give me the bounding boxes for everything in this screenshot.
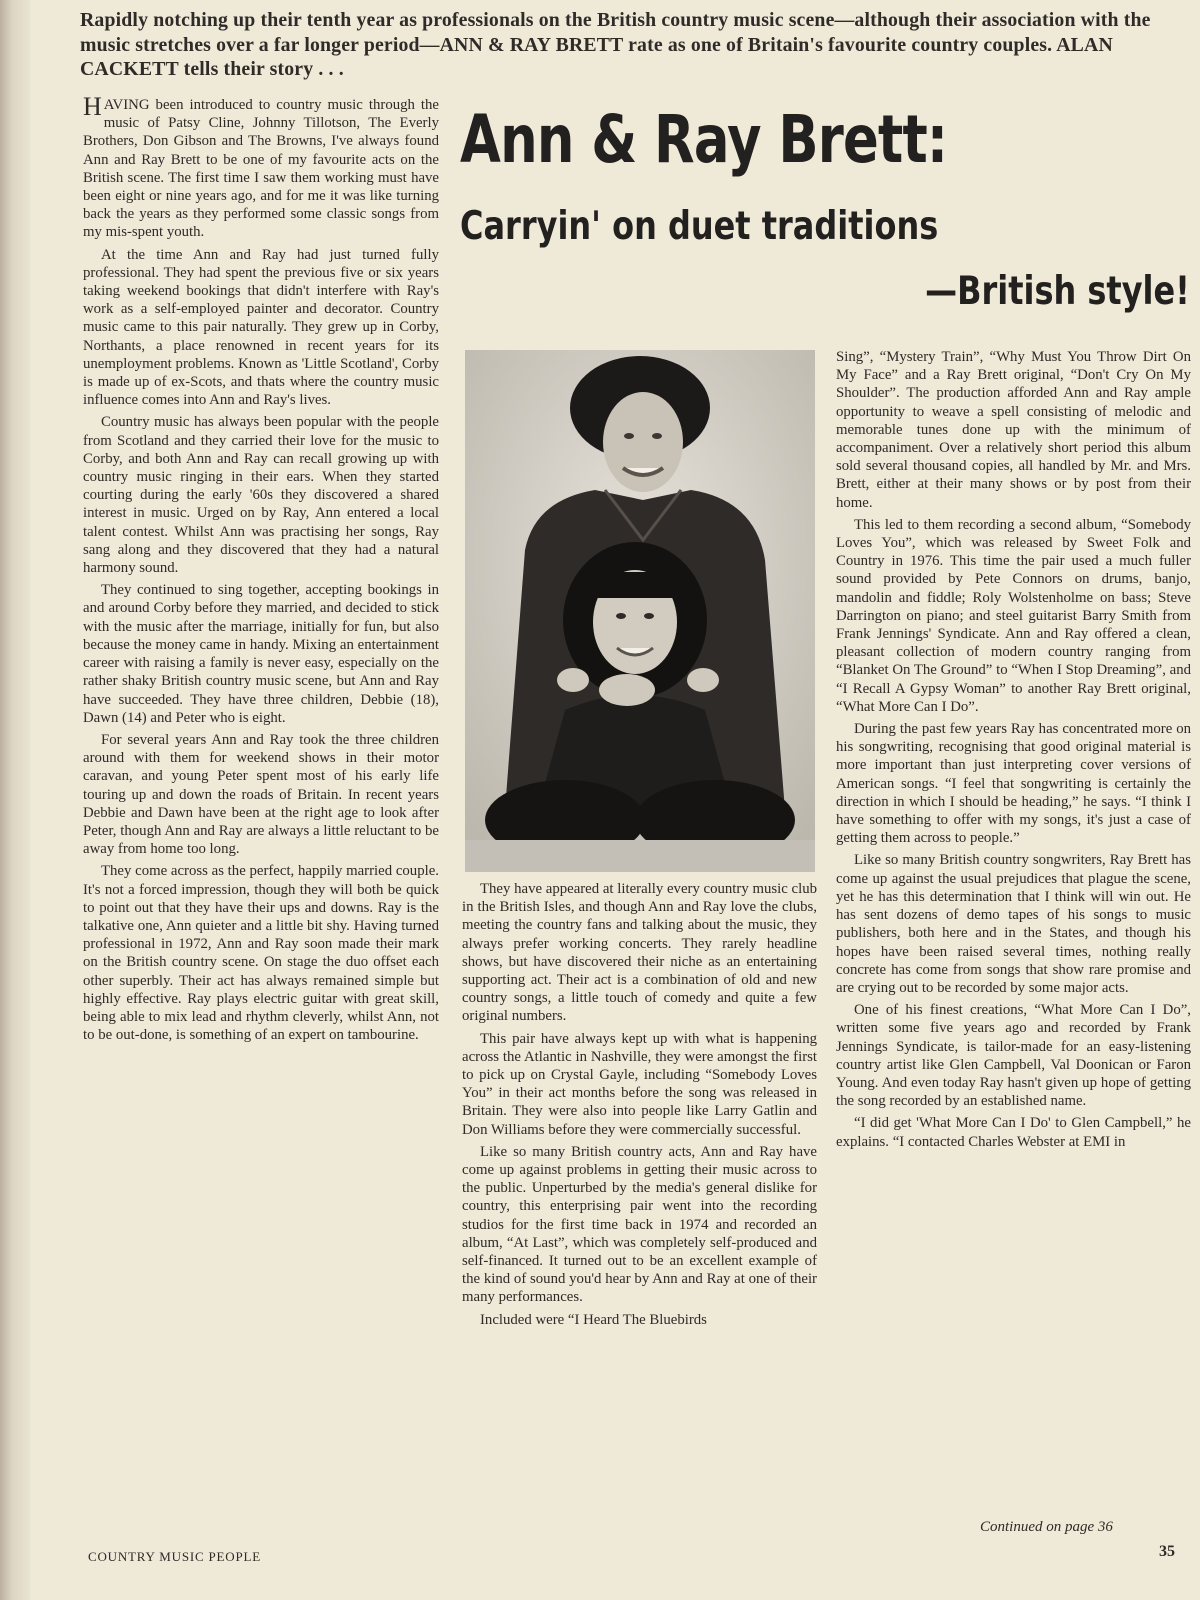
duo-photograph	[465, 350, 815, 872]
article-column-2	[462, 880, 817, 1333]
article-subheadline-line-1: Carryin' on duet traditions	[460, 204, 939, 249]
drop-cap: H	[83, 92, 102, 121]
article-headline: Ann & Ray Brett:	[460, 101, 948, 178]
photo-illustration	[465, 350, 815, 872]
continued-on-note: Continued on page 36	[980, 1519, 1113, 1535]
magazine-name-footer: COUNTRY MUSIC PEOPLE	[88, 1549, 261, 1564]
paragraph: For several years Ann and Ray took the three children around with them for weekend shows in their motor caravan, and young Peter spent most of his early life touring up and down the roads of Britain. In recent years Debbie and Dawn have been at the right age to look after Peter, though Ann and Ray are always a little reluctant to be away from home too long.	[83, 731, 439, 858]
paragraph: This pair have always kept up with what is happening across the Atlantic in Nashville, they were amongst the first to pick up on Crystal Gayle, including “Somebody Loves You” in their act months before the song was released in Britain. They were also into people like Larry Gatlin and Don Williams before they were commercially successful.	[462, 1030, 817, 1138]
paragraph	[83, 92, 439, 242]
paragraph: Included were “I Heard The Bluebirds	[480, 1311, 707, 1328]
paragraph: During the past few years Ray has concentrated more on his songwriting, recognising that good original material is more important than just interpreting cover versions of American songs. “I feel that songwriting is certainly the direction in which I should be heading,” he says. “I think I have something to offer with my songs, it's just a case of getting them across to people.”	[836, 721, 1191, 847]
paragraph: Country music has always been popular with the people from Scotland and they carried their love for the music to Corby, and both Ann and Ray can recall growing up with country music ringing in their ears. When they started courting during the early '60s they discovered a shared interest in music. Urged on by Ray, Ann entered a local talent contest. Whilst Ann was practising her songs, Ray sang along and they discovered that they had a natural harmony sound.	[83, 414, 439, 577]
paragraph: They come across as the perfect, happily married couple. It's not a forced impression, though they will both be quick to point out that they have their ups and downs. Ray is the talkative one, Ann quieter and a little bit shy. Having turned professional in 1972, Ann and Ray soon made their mark on the British country scene. On stage the duo offset each other superbly. Their act has always remained simple but highly effective. Ray plays electric guitar with great skill, being able to mix lead and rhythm cleverly, whilst Ann, not to be out-done, is something of an expert on tambourine.	[83, 863, 439, 1044]
paragraph: This led to them recording a second album, “Somebody Loves You”, which was released by Sweet Folk and Country in 1976. This time the pair used a much fuller sound provided by Pete Connors on drums, banjo, mandolin and fiddle; Roly Wolstenholme on bass; Steve Darrington on piano; and steel guitarist Barry Smith from Frank Jennings' Syndicate. Ann and Ray offered a clean, pleasant collection of modern country ranging from “Blanket On The Ground” to “When I Stop Dreaming”, and “I Recall A Gypsy Woman” to another Ray Brett original, “What More Can I Do”.	[836, 516, 1191, 715]
paragraph: Like so many British country songwriters, Ray Brett has come up against the usual prejudices that plague the scene, yet he has this determination that I think will win out. He has sent dozens of demo tapes of his songs to music publishers, both here and in the States, and though his hopes have been raised several times, nothing really concrete has come from songs that show rare promise and are crying out to be recorded by some major acts.	[836, 852, 1191, 996]
paragraph-text: AVING been introduced to country music through the music of Patsy Cline, Johnny Tillotson, The Everly Brothers, Don Gibson and The Browns, I've always found Ann and Ray Brett to be one of my favourite acts on the British scene. The first time I saw them working must have been eight or nine years ago, and for me it was like turning back the years as they performed some classic songs from my mis-spent youth.	[83, 97, 439, 241]
paragraph: Like so many British country acts, Ann and Ray have come up against problems in getting their music across to the public. Unperturbed by the media's general dislike for country, this enterprising pair went into the recording studios for the first time back in 1974 and recorded an album, “At Last”, which was completely self-produced and self-financed. It turned out to be an excellent example of the kind of sound you'd hear by Ann and Ray at one of their many performances.	[462, 1143, 817, 1306]
paragraph: At the time Ann and Ray had just turned fully professional. They had spent the previous five or six years taking weekend bookings that didn't interfere with Ray's work as a self-employed painter and decorator. Country music came to this pair naturally. They grew up in Corby, Northants, a place renowned in recent years for its unemployment problems. Known as 'Little Scotland', Corby is made up of ex-Scots, and thats where the country music influence comes into Ann and Ray's lives.	[83, 246, 439, 409]
paragraph: They have appeared at literally every country music club in the British Isles, and though Ann and Ray love the clubs, meeting the country fans and talking about the music, they always prefer working concerts. They rarely headline shows, but have discovered their niche as an entertaining supporting act. Their act is a combination of old and new country songs, a little touch of comedy and quite a few original numbers.	[462, 881, 817, 1025]
article-column-1	[83, 92, 439, 1048]
page-binding-shadow	[0, 0, 30, 1600]
page-number: 35	[1159, 1543, 1175, 1560]
paragraph: One of his finest creations, “What More Can I Do”, written some five years ago and recorded by Frank Jennings Syndicate, is tailor-made for an easy-listening country artist like Glen Campbell, Val Doonican or Faron Young. And even today Ray hasn't given up hope of getting the song recorded by an established name.	[836, 1002, 1191, 1110]
article-standfirst: Rapidly notching up their tenth year as professionals on the British country music scene—although their association with the music stretches over a far longer period—ANN & RAY BRETT rate as one of Britain's favourite country couples. ALAN CACKETT tells their story . . .	[80, 9, 1151, 80]
paragraph: “I did get 'What More Can I Do' to Glen Campbell,” he explains. “I contacted Charles Webster at EMI in	[836, 1115, 1191, 1150]
paragraph: They continued to sing together, accepting bookings in and around Corby before they married, and decided to stick with the music after the marriage, initially for fun, but also because the money came in handy. Mixing an entertainment career with raising a family is never easy, especially on the rather shaky British country music scene, but Ann and Ray have succeeded. They have three children, Debbie (18), Dawn (14) and Peter who is eight.	[83, 582, 439, 726]
article-column-3	[836, 348, 1191, 1155]
paragraph: Sing”, “Mystery Train”, “Why Must You Throw Dirt On My Face” and a Ray Brett original, “Don't Cry On My Shoulder”. The production afforded Ann and Ray ample opportunity to weave a spell consisting of melodic and memorable tunes done up with the minimum of accompaniment. Over a relatively short period this album sold several thousand copies, all handled by Mr. and Mrs. Brett, either at their many shows or by post from their home.	[836, 349, 1191, 511]
article-subheadline-line-2: —British style!	[925, 269, 1190, 314]
